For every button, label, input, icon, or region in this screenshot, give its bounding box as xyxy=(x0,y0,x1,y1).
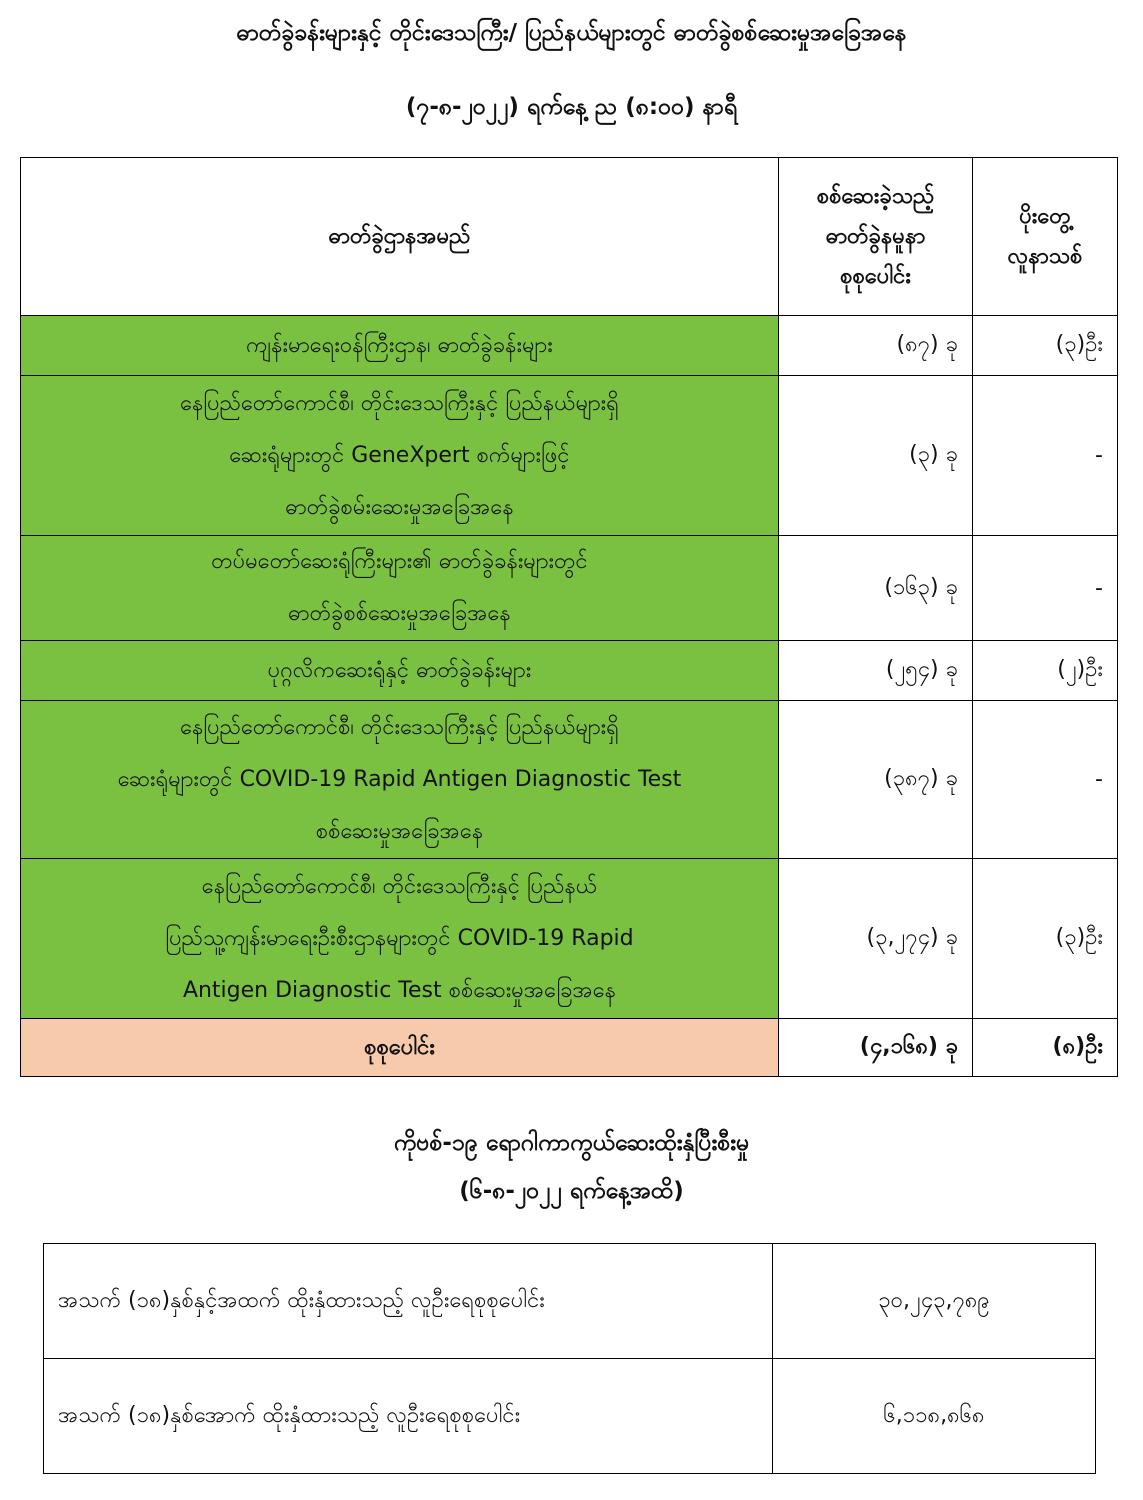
positive-count: (၃)ဦး xyxy=(973,316,1118,376)
positive-count: - xyxy=(973,376,1118,536)
table-row xyxy=(21,376,1118,536)
document-title: ဓာတ်ခွဲခန်းများနှင့် တိုင်းဒေသကြီး/ ပြည်နယ်များတွင် ဓာတ်ခွဲစစ်ဆေးမှုအခြေအနေ xyxy=(236,20,907,46)
lab-name-cell xyxy=(21,536,779,641)
lab-name-cell xyxy=(21,641,779,701)
col-header-tested-line: စစ်ဆေးခဲ့သည့် xyxy=(816,183,935,209)
lab-name-line: Antigen Diagnostic Test စစ်ဆေးမှုအခြေအနေ xyxy=(182,977,617,1003)
vaccination-table xyxy=(43,1243,1096,1474)
vaccination-value: ၆,၁၁၈,၈၆၈ xyxy=(773,1359,1096,1474)
lab-name-cell xyxy=(21,376,779,536)
table-row xyxy=(21,641,1118,701)
col-header-tested xyxy=(779,158,973,316)
lab-name-cell xyxy=(21,859,779,1019)
lab-name-line: ပုဂ္ဂလိကဆေးရုံနှင့် ဓာတ်ခွဲခန်းများ xyxy=(267,657,532,683)
total-positive: (၈)ဦး xyxy=(973,1019,1118,1077)
positive-count: - xyxy=(973,536,1118,641)
tested-count: (၃၈၇) ခု xyxy=(779,701,973,859)
tested-count: (၈၇) ခု xyxy=(779,316,973,376)
lab-name-line: စစ်ဆေးမှုအခြေအနေ xyxy=(315,818,484,844)
lab-name-line: တပ်မတော်ဆေးရုံကြီးများ၏ ဓာတ်ခွဲခန်းများတွင် xyxy=(211,549,588,574)
col-header-tested-line: စုစုပေါင်း xyxy=(840,263,911,289)
col-header-tested-line: ဓာတ်ခွဲနမူနာ xyxy=(825,223,926,249)
lab-name-line: နေပြည်တော်ကောင်စီ၊ တိုင်းဒေသကြီးနှင့် ပြည်နယ်များရှိ xyxy=(180,390,619,416)
total-label: စုစုပေါင်း xyxy=(21,1019,779,1077)
lab-name-cell xyxy=(21,316,779,376)
col-header-positive-line: လူနာသစ် xyxy=(1007,243,1083,269)
lab-name-line: ဆေးရုံများတွင် GeneXpert စက်များဖြင့် xyxy=(229,442,570,468)
col-header-positive xyxy=(973,158,1118,316)
total-row xyxy=(21,1019,1118,1077)
lab-name-line: နေပြည်တော်ကောင်စီ၊ တိုင်းဒေသကြီးနှင့် ပြည်နယ်များရှိ xyxy=(180,714,619,740)
vaccination-label: အသက် (၁၈)နှစ်အောက် ထိုးနှံထားသည့် လူဦးရေစုစုပေါင်း xyxy=(44,1359,773,1474)
lab-name-cell xyxy=(21,701,779,859)
tested-count: (၂၅၄) ခု xyxy=(779,641,973,701)
col-header-lab-name: ဓာတ်ခွဲဌာနအမည် xyxy=(21,158,779,316)
table-row xyxy=(44,1359,1096,1474)
vaccination-value: ၃၀,၂၄၃,၇၈၉ xyxy=(773,1244,1096,1359)
vaccination-label: အသက် (၁၈)နှစ်နှင့်အထက် ထိုးနှံထားသည့် လူဦးရေစုစုပေါင်း xyxy=(44,1244,773,1359)
positive-count: (၂)ဦး xyxy=(973,641,1118,701)
tested-count: (၃,၂၇၄) ခု xyxy=(779,859,973,1019)
table-row xyxy=(21,536,1118,641)
col-header-positive-line: ပိုးတွေ့ xyxy=(1019,203,1071,229)
lab-name-line: နေပြည်တော်ကောင်စီ၊ တိုင်းဒေသကြီးနှင့် ပြည်နယ် xyxy=(201,873,598,899)
positive-count: (၃)ဦး xyxy=(973,859,1118,1019)
lab-name-line: ဆေးရုံများတွင် COVID-19 Rapid Antigen Diagnostic Test xyxy=(117,766,682,792)
tested-count: (၁၆၃) ခု xyxy=(779,536,973,641)
lab-name-line: ကျန်းမာရေးဝန်ကြီးဌာန၊ ဓာတ်ခွဲခန်းများ xyxy=(246,332,553,358)
testing-table-header xyxy=(21,158,1118,316)
positive-count: - xyxy=(973,701,1118,859)
report-date: (၇-၈-၂၀၂၂) ရက်နေ့ ည (၈:၀၀) နာရီ xyxy=(405,94,738,120)
tested-count: (၃) ခု xyxy=(779,376,973,536)
table-row xyxy=(21,316,1118,376)
vaccination-title: ကိုဗစ်-၁၉ ရောဂါကာကွယ်ဆေးထိုးနှံပြီးစီးမှု xyxy=(393,1130,750,1156)
testing-table xyxy=(20,157,1118,1077)
total-tested: (၄,၁၆၈) ခု xyxy=(779,1019,973,1077)
table-row xyxy=(44,1244,1096,1359)
lab-name-line: ဓာတ်ခွဲစမ်းဆေးမှုအခြေအနေ xyxy=(285,494,514,520)
lab-name-line: ပြည်သူ့ကျန်းမာရေးဦးစီးဌာနများတွင် COVID-19 Rapid xyxy=(165,925,634,951)
vaccination-subtitle: (၆-၈-၂၀၂၂ ရက်နေ့အထိ) xyxy=(459,1178,684,1204)
table-row xyxy=(21,859,1118,1019)
lab-name-line: ဓာတ်ခွဲစစ်ဆေးမှုအခြေအနေ xyxy=(288,601,511,626)
table-row xyxy=(21,701,1118,859)
